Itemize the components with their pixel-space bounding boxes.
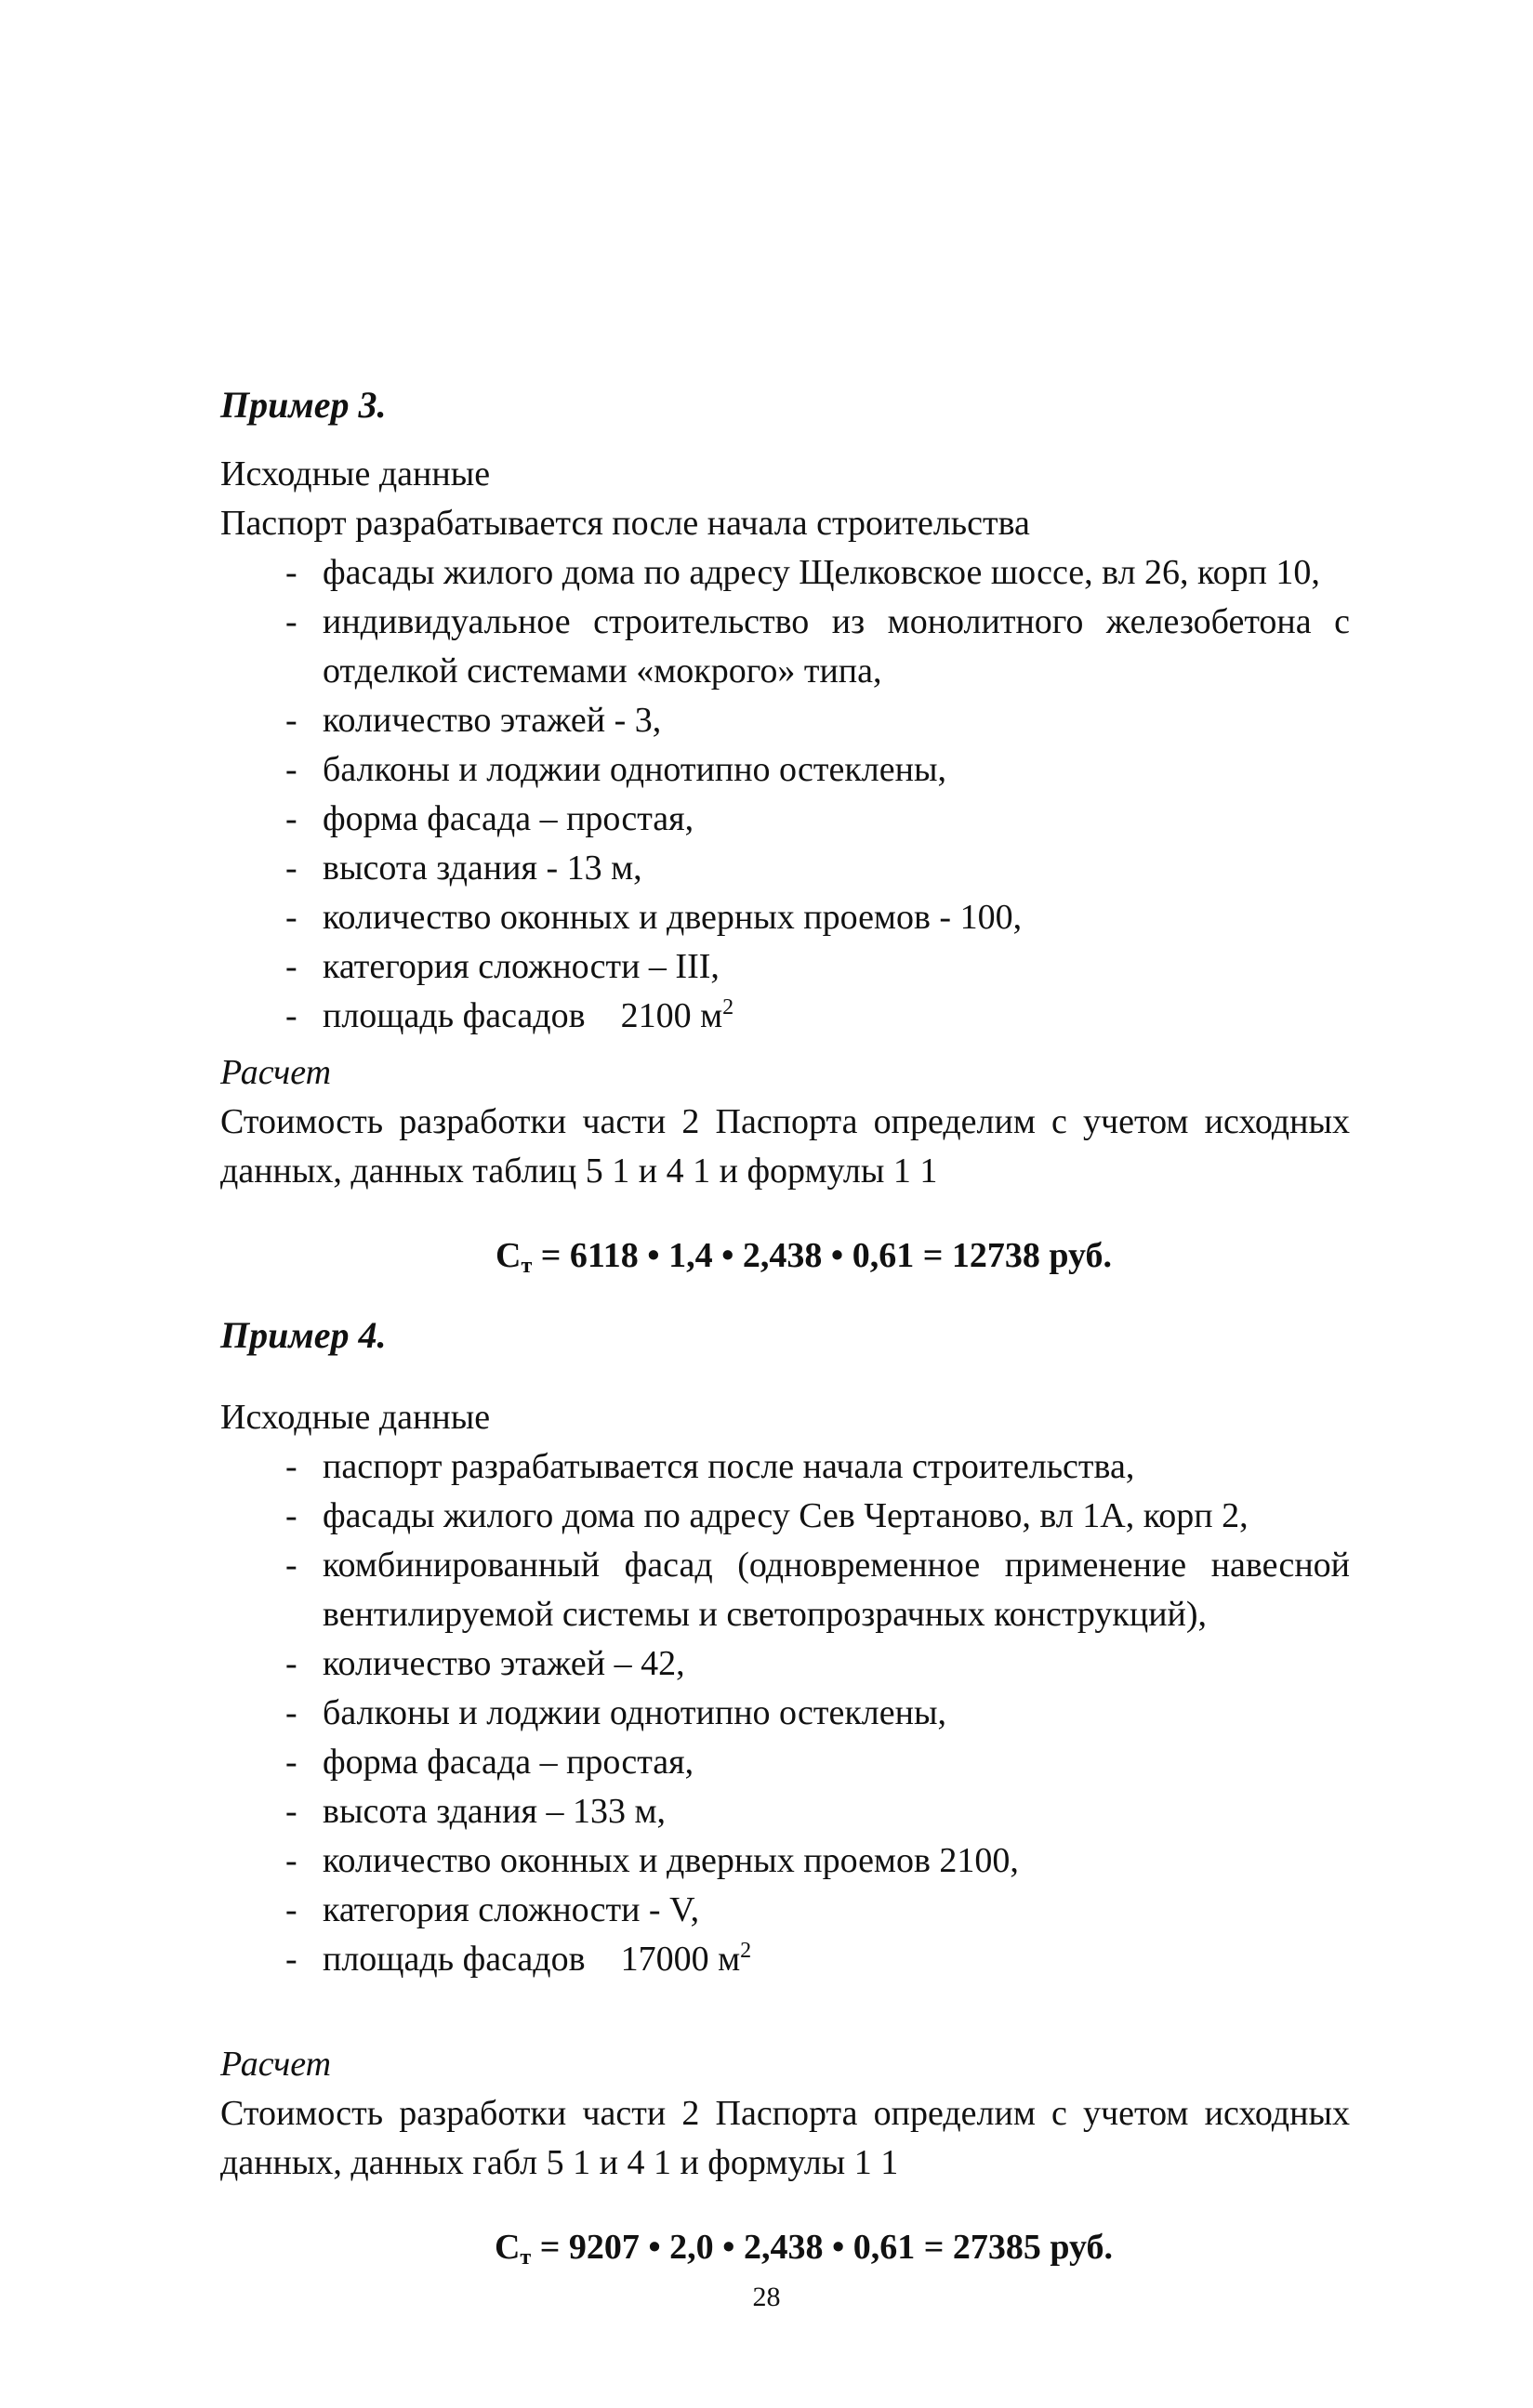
example3-calc-text: Стоимость разработки части 2 Паспорта определим с учетом исходных данных, данных таблиц 5 1 и 4 1 и формулы 1 1 <box>220 1102 1350 1191</box>
list-item: - высота здания – 133 м, <box>285 1792 666 1831</box>
list-item: - комбинированный фасад (одновременное применение навесной вентилируемой системы и светопрозрачных конструкций), <box>285 1546 1350 1634</box>
list-item: - паспорт разрабатывается после начала строительства, <box>285 1447 1135 1486</box>
list-item: - индивидуальное строительство из монолитного железобетона с отделкой системами «мокрого» типа, <box>285 602 1350 691</box>
list-item: - количество оконных и дверных проемов - 100, <box>285 898 1023 937</box>
example4-calc-label: Расчет <box>220 2045 332 2084</box>
list-item: - количество этажей – 42, <box>285 1644 685 1683</box>
example3-formula: $С_т = 6118$ • 1,4 • 2,438 • 0,61 = 12738 руб. <box>495 1236 1112 1278</box>
example4-items-list <box>220 1442 1350 1984</box>
example3-intro: Паспорт разрабатывается после начала строительства <box>220 504 1030 543</box>
example4-formula: $С_т = 9207$ • 2,0 • 2,438 • 0,61 = 27385 руб. <box>494 2228 1114 2270</box>
list-item: - категория сложности - V, <box>285 1890 700 1929</box>
example3-title: Пример 3. <box>220 384 387 426</box>
example3-items-list <box>220 548 1350 1041</box>
example4-title: Пример 4. <box>220 1314 387 1356</box>
document-page <box>220 379 1350 2283</box>
example3-calc-label: Расчет <box>220 1053 332 1092</box>
example4-calc-text: Стоимость разработки части 2 Паспорта определим с учетом исходных данных, данных габл 5 1 и 4 1 и формулы 1 1 <box>220 2094 1350 2182</box>
list-item: - фасады жилого дома по адресу Сев Чертаново, вл 1А, корп 2, <box>285 1496 1249 1535</box>
page-number: 28 <box>752 2282 781 2312</box>
list-item: - фасады жилого дома по адресу Щелковское шоссе, вл 26, корп 10, <box>285 553 1320 592</box>
list-item: - количество оконных и дверных проемов 2100, <box>285 1841 1019 1880</box>
list-item: - балконы и лоджии однотипно остеклены, <box>285 750 946 789</box>
list-item: - высота здания - 13 м, <box>285 849 642 888</box>
list-item: - категория сложности – III, <box>285 947 720 986</box>
list-item: - балконы и лоджии однотипно остеклены, <box>285 1693 946 1732</box>
list-item: - форма фасада – простая, <box>285 799 694 838</box>
list-item-area: - площадь фасадов 2100 $м^2$ <box>285 995 734 1035</box>
example4-source-label: Исходные данные <box>220 1398 491 1437</box>
list-item-area: - площадь фасадов 17000 $м^2$ <box>285 1939 752 1979</box>
list-item: - количество этажей - 3, <box>285 701 662 740</box>
example3-source-label: Исходные данные <box>220 454 491 493</box>
list-item: - форма фасада – простая, <box>285 1743 694 1782</box>
